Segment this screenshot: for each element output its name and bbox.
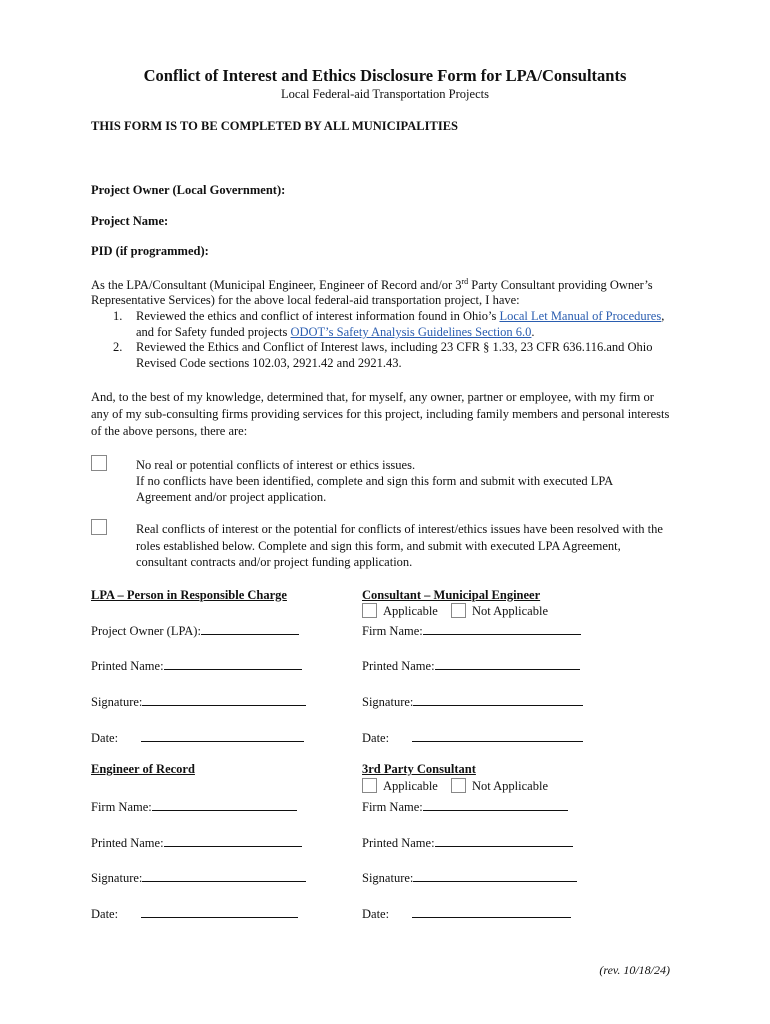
lpa-printed-name-line[interactable] bbox=[164, 657, 302, 670]
determination-line2: any of my sub-consulting firms providing services for this project, including family members and personal interests bbox=[91, 407, 670, 421]
consultant-not-applicable-checkbox[interactable] bbox=[451, 603, 466, 618]
project-name-label: Project Name: bbox=[91, 214, 169, 228]
third-party-printed-name-line[interactable] bbox=[435, 834, 573, 847]
revision-date: (rev. 10/18/24) bbox=[599, 963, 670, 977]
consultant-printed-name-label: Printed Name: bbox=[362, 659, 435, 673]
list-item-1-line1 bbox=[136, 309, 664, 325]
lpa-signature-label: Signature: bbox=[91, 695, 143, 709]
list-item-1-text2: and for Safety funded projects bbox=[136, 325, 291, 339]
consultant-applicability bbox=[362, 603, 548, 619]
third-party-date-line[interactable] bbox=[412, 905, 571, 918]
lpa-printed-name-field[interactable] bbox=[91, 657, 302, 674]
third-party-firm-name-field[interactable] bbox=[362, 798, 568, 815]
consultant-applicable-checkbox[interactable] bbox=[362, 603, 377, 618]
list-item-1-line2 bbox=[136, 325, 535, 341]
third-party-date-label: Date: bbox=[362, 907, 390, 921]
no-conflict-line3: Agreement and/or project application. bbox=[136, 490, 327, 504]
eor-date-label: Date: bbox=[91, 907, 119, 921]
list-item-2-number: 2. bbox=[113, 340, 123, 354]
consultant-firm-name-line[interactable] bbox=[423, 622, 581, 635]
lpa-signature-field[interactable] bbox=[91, 693, 306, 710]
third-party-applicable-label: Applicable bbox=[383, 779, 438, 793]
resolved-line3: consultant contracts and/or project funding application. bbox=[136, 555, 413, 569]
third-party-signature-label: Signature: bbox=[362, 871, 414, 885]
statement-intro bbox=[91, 277, 653, 293]
eor-date-line[interactable] bbox=[141, 905, 298, 918]
eor-firm-name-line[interactable] bbox=[152, 798, 297, 811]
no-conflict-checkbox[interactable] bbox=[91, 455, 107, 471]
third-party-printed-name-label: Printed Name: bbox=[362, 836, 435, 850]
list-item-1-period: . bbox=[531, 325, 535, 339]
consultant-date-label: Date: bbox=[362, 731, 390, 745]
local-let-manual-link[interactable]: Local Let Manual of Procedures bbox=[499, 309, 662, 323]
eor-signature-label: Signature: bbox=[91, 871, 143, 885]
consultant-printed-name-field[interactable] bbox=[362, 657, 580, 674]
project-owner-label: Project Owner (Local Government): bbox=[91, 183, 286, 197]
consultant-heading: Consultant – Municipal Engineer bbox=[362, 588, 541, 602]
eor-heading: Engineer of Record bbox=[91, 762, 195, 776]
list-item-2-line1: Reviewed the Ethics and Conflict of Interest laws, including 23 CFR § 1.33, 23 CFR 636.116.and Ohio bbox=[136, 340, 653, 354]
lpa-heading: LPA – Person in Responsible Charge bbox=[91, 588, 287, 602]
safety-guidelines-link[interactable]: ODOT’s Safety Analysis Guidelines Section 6.0 bbox=[290, 325, 532, 339]
third-party-applicability bbox=[362, 778, 548, 794]
consultant-not-applicable-label: Not Applicable bbox=[471, 604, 548, 618]
resolved-conflict-checkbox[interactable] bbox=[91, 519, 107, 535]
determination-line1: And, to the best of my knowledge, determined that, for myself, any owner, partner or employee, with my firm or bbox=[91, 390, 654, 404]
statement-intro-sup: rd bbox=[461, 277, 469, 286]
statement-intro-a: As the LPA/Consultant (Municipal Engineer, Engineer of Record and/or 3 bbox=[91, 278, 462, 293]
no-conflict-line1: No real or potential conflicts of interest or ethics issues. bbox=[136, 458, 416, 472]
consultant-applicable-label: Applicable bbox=[383, 604, 438, 618]
consultant-date-line[interactable] bbox=[412, 729, 583, 742]
lpa-project-owner-label: Project Owner (LPA): bbox=[91, 624, 201, 638]
eor-firm-name-label: Firm Name: bbox=[91, 800, 152, 814]
consultant-signature-label: Signature: bbox=[362, 695, 414, 709]
third-party-applicable-checkbox[interactable] bbox=[362, 778, 377, 793]
determination-line3: of the above persons, there are: bbox=[91, 424, 248, 438]
form-title: Conflict of Interest and Ethics Disclosure Form for LPA/Consultants bbox=[143, 66, 627, 85]
consultant-signature-field[interactable] bbox=[362, 693, 583, 710]
third-party-date-field[interactable] bbox=[362, 905, 571, 922]
statement-intro-line2: Representative Services) for the above local federal-aid transportation project, I have: bbox=[91, 293, 520, 307]
statement-intro-b: Party Consultant providing Owner’s bbox=[468, 278, 653, 293]
consultant-firm-name-field[interactable] bbox=[362, 622, 581, 639]
consultant-printed-name-line[interactable] bbox=[435, 657, 580, 670]
list-item-1-comma: , bbox=[661, 309, 665, 323]
resolved-line2: roles established below. Complete and sign this form, and submit with executed LPA Agreement, bbox=[136, 539, 621, 553]
eor-signature-line[interactable] bbox=[142, 869, 306, 882]
third-party-printed-name-field[interactable] bbox=[362, 834, 573, 851]
resolved-line1: Real conflicts of interest or the potential for conflicts of interest/ethics issues have been resolved with the bbox=[136, 522, 663, 536]
instruction-text: THIS FORM IS TO BE COMPLETED BY ALL MUNICIPALITIES bbox=[91, 119, 458, 133]
lpa-project-owner-line[interactable] bbox=[201, 622, 299, 635]
third-party-heading: 3rd Party Consultant bbox=[362, 762, 476, 776]
consultant-firm-name-label: Firm Name: bbox=[362, 624, 423, 638]
third-party-firm-name-line[interactable] bbox=[423, 798, 568, 811]
list-item-2-line2: Revised Code sections 102.03, 2921.42 and 2921.43. bbox=[136, 356, 402, 370]
eor-date-field[interactable] bbox=[91, 905, 298, 922]
eor-printed-name-label: Printed Name: bbox=[91, 836, 164, 850]
pid-label: PID (if programmed): bbox=[91, 244, 209, 258]
lpa-project-owner-field[interactable] bbox=[91, 622, 299, 639]
no-conflict-line2: If no conflicts have been identified, complete and sign this form and submit with executed LPA bbox=[136, 474, 614, 488]
consultant-signature-line[interactable] bbox=[413, 693, 583, 706]
list-item-1-text: Reviewed the ethics and conflict of interest information found in Ohio’s bbox=[136, 309, 500, 323]
eor-printed-name-field[interactable] bbox=[91, 834, 302, 851]
lpa-signature-line[interactable] bbox=[142, 693, 306, 706]
third-party-not-applicable-checkbox[interactable] bbox=[451, 778, 466, 793]
lpa-date-label: Date: bbox=[91, 731, 119, 745]
consultant-date-field[interactable] bbox=[362, 729, 583, 746]
eor-printed-name-line[interactable] bbox=[164, 834, 302, 847]
eor-signature-field[interactable] bbox=[91, 869, 306, 886]
form-subtitle: Local Federal-aid Transportation Projects bbox=[281, 87, 489, 101]
third-party-signature-line[interactable] bbox=[413, 869, 577, 882]
eor-firm-name-field[interactable] bbox=[91, 798, 297, 815]
third-party-firm-name-label: Firm Name: bbox=[362, 800, 423, 814]
list-item-1-number: 1. bbox=[113, 309, 123, 323]
lpa-printed-name-label: Printed Name: bbox=[91, 659, 164, 673]
lpa-date-field[interactable] bbox=[91, 729, 304, 746]
third-party-not-applicable-label: Not Applicable bbox=[471, 779, 548, 793]
lpa-date-line[interactable] bbox=[141, 729, 304, 742]
third-party-signature-field[interactable] bbox=[362, 869, 577, 886]
